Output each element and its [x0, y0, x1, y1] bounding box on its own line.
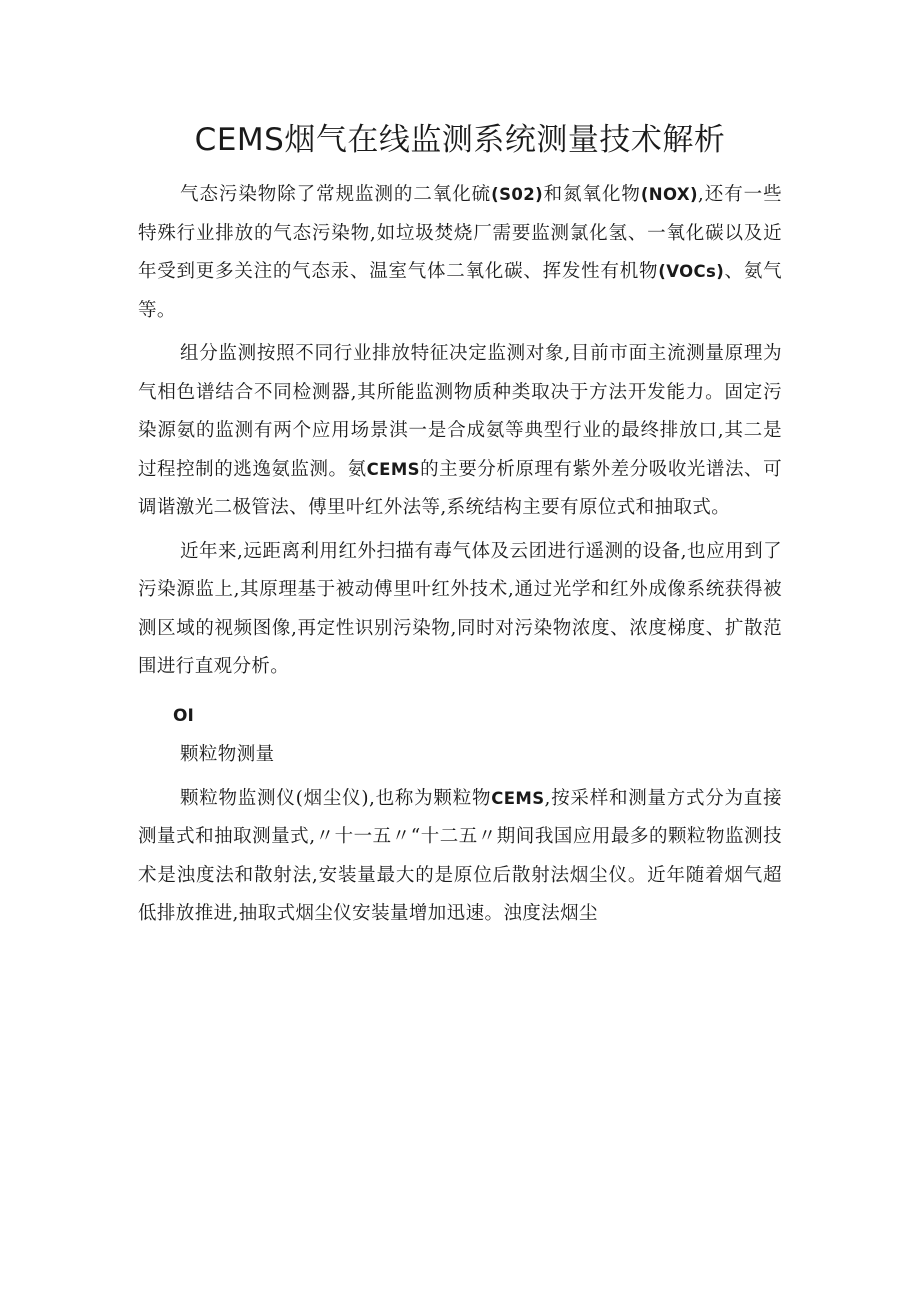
paragraph-component-monitoring	[138, 335, 782, 528]
term-nox: (NOX)	[640, 185, 698, 204]
document-title: CEMS烟气在线监测系统测量技术解析	[194, 122, 726, 158]
paragraph-text: 、氨气等。	[138, 261, 782, 321]
section-title: 颗粒物测量	[180, 743, 275, 765]
paragraph-text: 气态污染物除了常规监测的二氧化硫	[180, 184, 492, 205]
paragraph-text: 颗粒物监测仪(烟尘仪),也称为颗粒物	[180, 787, 492, 809]
term-so2: (S02)	[491, 185, 544, 204]
paragraph-remote-sensing: 近年来,远距离利用红外扫描有毒气体及云团进行遥测的设备,也应用到了污染源监上,其原理基于被动傅里叶红外技术,通过光学和红外成像系统获得被测区域的视频图像,再定性识别污染物,同时对污染物浓度、浓度梯度、扩散范围进行直观分析。	[138, 540, 782, 677]
paragraph-text: 和氮氧化物	[543, 184, 641, 205]
paragraph-text: ,还有一些特殊行业排放的气态污染物,如垃圾焚烧厂需要监测氯化氢、一氧化碳以及近年受到更多关注的气态汞、温室气体二氧化碳、挥发性有机物	[138, 184, 782, 282]
paragraph-text: 组分监测按照不同行业排放特征决定监测对象,目前市面主流测量原理为气相色谱结合不同检测器,其所能监测物质种类取决于方法开发能力。固定污染源氨的监测有两个应用场景淇一是合成氨等典型行业的最终排放口,其二是过程控制的逃逸氨监测。氨	[138, 343, 782, 480]
paragraph-gaseous-pollutants	[138, 176, 782, 330]
paragraph-particulate-monitoring	[138, 780, 782, 934]
term-cems: CEMS	[491, 788, 545, 808]
term-cems: CEMS	[366, 459, 420, 479]
paragraph-text: 的主要分析原理有紫外差分吸收光谱法、可调谐激光二极管法、傅里叶红外法等,系统结构主要有原位式和抽取式。	[138, 458, 782, 518]
paragraph-text: ,按采样和测量方式分为直接测量式和抽取测量式,〃十一五〃“十二五〃期间我国应用最多的颗粒物监测技术是浊度法和散射法,安装量最大的是原位后散射法烟尘仪。近年随着烟气超低排放推进,抽取式烟尘仪安装量增加迅速。浊度法烟尘	[138, 787, 782, 924]
document-body	[138, 176, 782, 939]
term-vocs: (VOCs)	[658, 262, 725, 281]
section-number: OI	[173, 705, 194, 726]
